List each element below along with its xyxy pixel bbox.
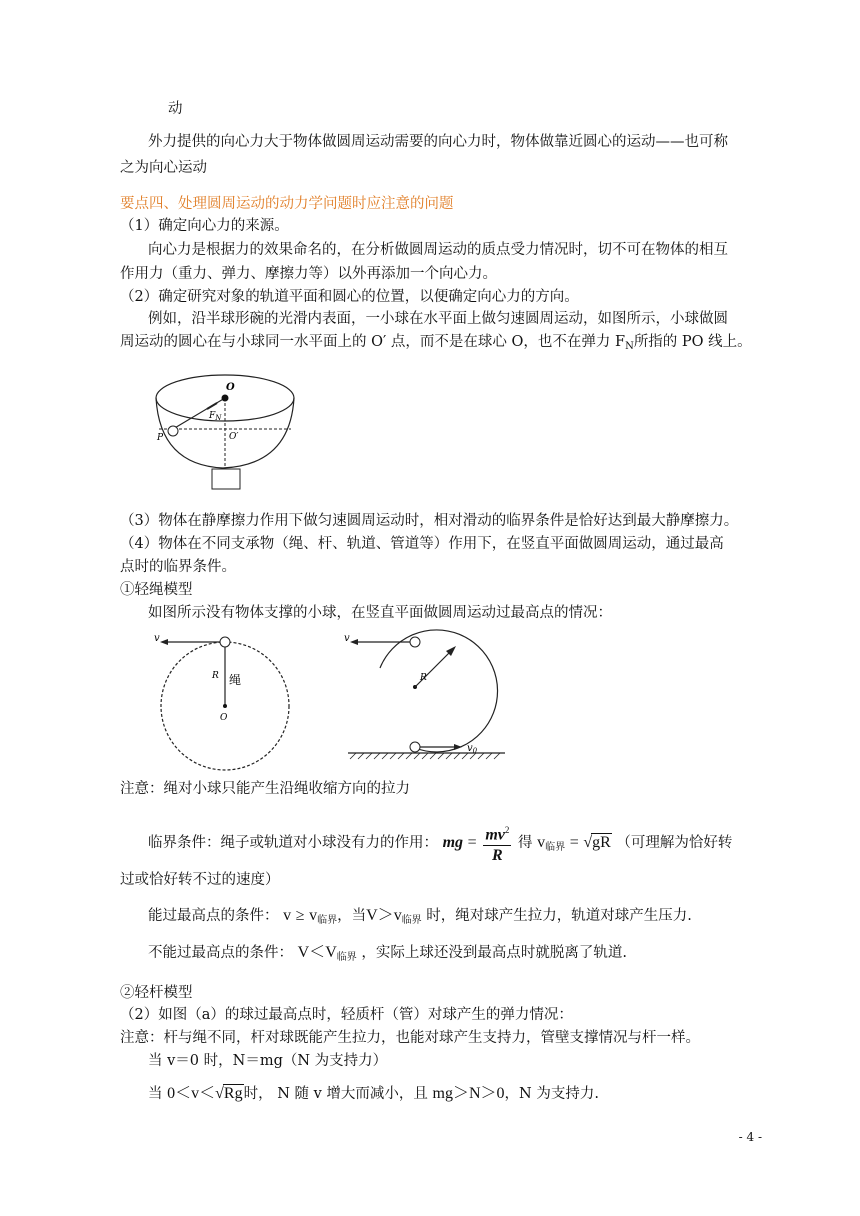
text-line: 外力提供的向心力大于物体做圆周运动需要的向心力时，物体做靠近圆心的运动——也可称 [148,134,728,150]
text-span: （可理解为恰好转 [616,835,733,852]
text-line: （2）如图（a）的球过最高点时，轻质杆（管）对球产生的弹力情况： [120,1007,573,1023]
arrow-head [350,639,358,645]
label-v: v [344,633,350,644]
math-v: v [309,907,318,924]
text-span: 能过最高点的条件： [148,908,279,924]
page-number: - 4 - [738,1130,762,1144]
text-span: 不能过最高点的条件： [148,945,293,961]
text-line: 点时的临界条件。 [120,559,236,575]
text-line: ②轻杆模型 [120,985,193,1001]
track-arc [380,630,498,752]
section-heading: 要点四、处理圆周运动的动力学问题时应注意的问题 [120,196,454,212]
label-r: R [420,673,427,683]
math-V: V [325,944,337,961]
ball-bottom [410,742,420,752]
math-eq: = [467,834,477,852]
text-span: ，当 [337,908,367,924]
text-line: （1）确定向心力的来源。 [120,218,289,234]
math-lt: ＜ [199,1085,216,1102]
formula-line [148,820,732,870]
bowl-base [212,469,240,489]
text-line: 向心力是根据力的效果命名的，在分析做圆周运动的质点受力情况时，切不可在物体的相互 [148,242,728,258]
math-V: V [297,944,310,961]
label-o: O [226,382,235,393]
text-span: 所指的 PO 线上。 [633,334,752,350]
arrow-head [160,639,168,645]
formula-line [148,905,692,932]
label-p: P [157,433,164,443]
label-rope: 绳 [229,673,242,687]
ground-hatch [350,753,500,759]
subscript: N [625,341,634,352]
fraction [483,820,511,866]
math-zero: 0 [167,1085,176,1102]
subscript: 临界 [545,842,566,854]
subscript: 临界 [317,915,338,926]
track-model-figure [340,628,515,778]
text-span: 时， [243,1086,273,1102]
subscript: 临界 [336,952,357,963]
label-v0: $v_0$ [467,743,478,755]
label-o-prime: O′ [229,432,239,442]
math-mg: mg [442,834,464,852]
text-line [120,331,752,358]
text-span: 临界条件：绳子或轨道对小球没有力的作用： [148,835,438,852]
text-span: 时，绳对球产生拉力，轨道对球产生压力. [426,908,692,924]
text-line: 当 v＝0 时，N＝mg（N 为支持力） [148,1053,388,1069]
text-line: （3）物体在静摩擦力作用下做匀速圆周运动时，相对滑动的临界条件是恰好达到最大静摩擦力。 [120,513,739,529]
text-line: 注意：杆与绳不同，杆对球既能产生拉力，也能对球产生支持力，管壁支撑情况与杆一样。 [120,1030,700,1046]
sqrt-sign: √ [215,1085,224,1102]
text-span: 当 [148,1086,163,1102]
math-eq: = [569,834,579,852]
text-line: 注意：绳对小球只能产生沿绳收缩方向的拉力 [120,781,410,797]
formula-line [148,1083,599,1105]
math-v: v [191,1085,200,1102]
text-span: 周运动的圆心在与小球同一水平面上的 O′ 点，而不是在球心 O，也不在弹力 F [120,334,626,350]
text-span: N 随 v 增大而减小，且 [277,1086,428,1102]
label-fn: $F_N$ [209,411,222,422]
text-span: ，N 为支持力. [504,1086,599,1102]
sqrt-sign: √ [583,834,593,852]
math-v: v [537,834,546,852]
label-o: O [220,713,228,723]
label-r: R [212,671,219,681]
rope-model-figure [150,628,310,778]
label-v: v [154,633,160,644]
bowl-figure [145,355,310,495]
subscript: 临界 [401,915,422,926]
math-mg-n: mg＞N＞0 [432,1085,505,1102]
text-line: （4）物体在不同支承物（绳、杆、轨道、管道等）作用下，在竖直平面做圆周运动，通过最高 [120,536,724,552]
text-line: 如图所示没有物体支撑的小球，在竖直平面做圆周运动过最高点的情况： [148,605,612,621]
text-line: 过或恰好转不过的速度） [120,872,280,888]
math-gt: ＞ [377,907,394,924]
text-line: 作用力（重力、弹力、摩擦力等）以外再添加一个向心力。 [120,266,497,282]
text-line: 动 [168,101,183,117]
math-V: V [366,907,378,924]
sqrt-content: Rg [223,1085,243,1102]
math-v: v [283,907,292,924]
math-lt: ＜ [175,1085,192,1102]
text-line: 之为向心运动 [120,160,207,176]
math-lt: ＜ [309,944,326,961]
text-line: 例如，沿半球形碗的光滑内表面，一小球在水平面上做匀速圆周运动，如图所示，小球做圆 [148,311,728,327]
text-span: 得 [517,835,533,852]
fraction-numerator: $mv^2$ [483,820,511,846]
center-dot [223,704,227,708]
sqrt-content: gR [592,834,611,852]
math-geq: ≥ [295,907,305,924]
math-v: v [393,907,402,924]
ball [220,637,230,647]
arrow-head [454,744,462,750]
center-o [222,395,229,402]
formula-line [148,942,627,969]
text-span: ，实际上球还没到最高点时就脱离了轨道. [361,945,627,961]
ball [168,426,178,436]
ball-top [410,637,420,647]
text-line: ①轻绳模型 [120,582,193,598]
fn-arrow [207,403,217,409]
fraction-denominator: R [492,847,503,865]
text-line: （2）确定研究对象的轨道平面和圆心的位置，以便确定向心力的方向。 [120,289,579,305]
